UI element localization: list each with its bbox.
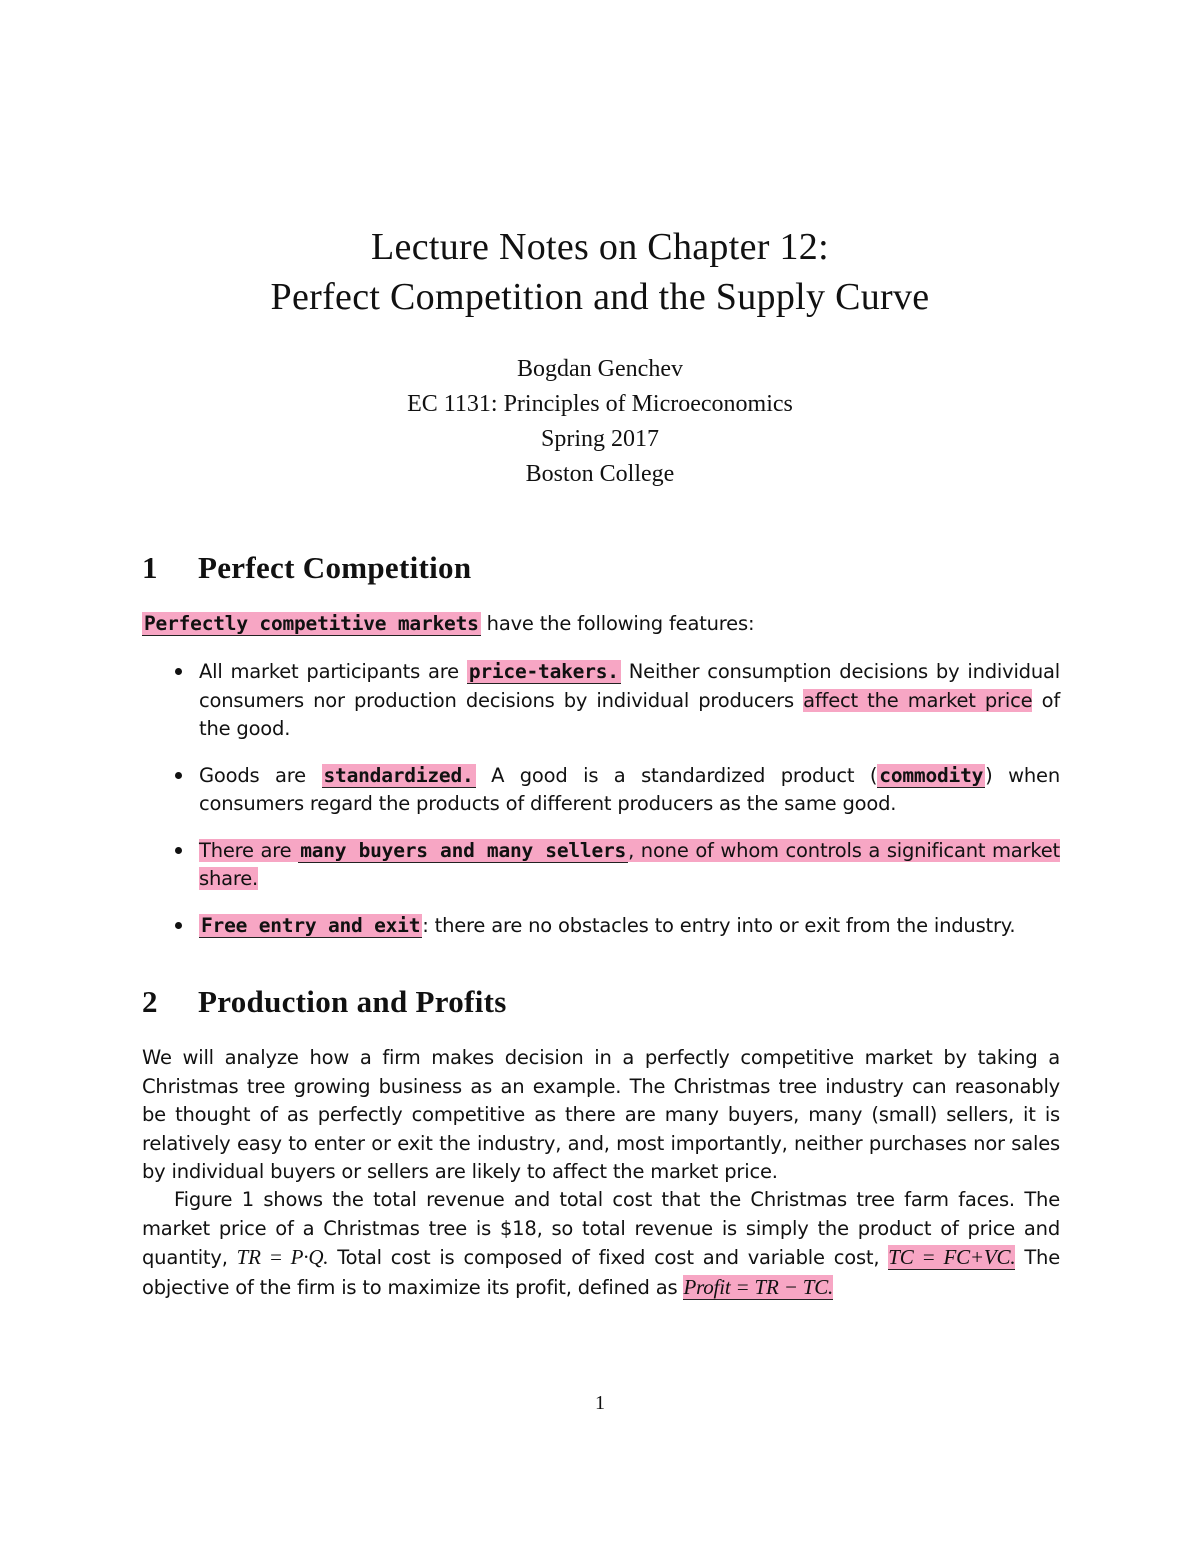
section-2-paragraph-2 (142, 1186, 1060, 1302)
course-name: EC 1131: Principles of Microeconomics (407, 391, 793, 417)
section-2-number: 2 (142, 984, 158, 1019)
term-standardized: standardized. (323, 763, 474, 787)
section-1-number: 1 (142, 550, 158, 585)
bullet-text: Neither consumption decisions by individual consumers nor production decisions by individual producers (199, 660, 1060, 712)
bullet-text: All market participants are (199, 660, 467, 683)
term-price-takers: price-takers. (468, 660, 619, 683)
bullet-text: , none of whom controls a significant market share. (199, 838, 1061, 890)
author-block (0, 352, 1200, 492)
section-2-title: Production and Profits (198, 984, 507, 1019)
list-item (142, 762, 1060, 819)
bullet-icon (175, 772, 182, 779)
intro-rest: have the following features: (480, 612, 755, 635)
title-line-2: Perfect Competition and the Supply Curve (270, 276, 930, 318)
page-number: 1 (595, 1392, 605, 1414)
bullet-icon (175, 668, 182, 675)
bullet-text: of the good. (199, 688, 1060, 740)
term-commodity: commodity (879, 763, 984, 787)
paragraph-text: Figure 1 shows the total revenue and total cost that the Christmas tree farm faces. The market price of a Christmas tree is $18, so total revenue is simply the product of price and quantity, (142, 1188, 1060, 1269)
bullet-text: There are (199, 838, 299, 862)
term-perfectly-competitive-markets: Perfectly competitive markets (144, 612, 479, 635)
paragraph-text: Total cost is composed of fixed cost and variable cost, (328, 1246, 889, 1269)
formula-profit: Profit = TR − TC. (683, 1274, 834, 1299)
bullet-text: Goods are (199, 763, 322, 787)
section-1-intro (142, 610, 1060, 639)
term-many-buyers-sellers: many buyers and many sellers (300, 838, 627, 862)
paragraph-text: We will analyze how a firm makes decision in a perfectly competitive market by taking a Christmas tree growing business as an example. The Christmas tree industry can reasonably be thought of as perfectly competitive as there are many buyers, many (small) sellers, it is relatively easy to enter or exit the industry, and, most importantly, neither purchases nor sales by individual buyers or sellers are likely to affect the market price. (142, 1046, 1060, 1183)
bullet-icon (175, 922, 182, 929)
document-title (0, 222, 1200, 322)
formula-total-cost: TC = FC+VC. (888, 1245, 1016, 1269)
bullet-text: : there are no obstacles to entry into or exit from the industry. (422, 913, 1016, 937)
title-line-1: Lecture Notes on Chapter 12: (371, 226, 829, 268)
author-name: Bogdan Genchev (517, 356, 683, 382)
list-item (142, 658, 1060, 744)
highlight-affect-market-price: affect the market price (803, 688, 1033, 712)
formula-total-revenue: TR = P·Q. (236, 1245, 329, 1269)
term-free-entry-exit: Free entry and exit (201, 913, 421, 937)
paragraph-text: The objective of the firm is to maximize its profit, defined as (142, 1246, 1060, 1299)
term: Spring 2017 (540, 426, 659, 452)
section-2-heading (142, 984, 507, 1020)
list-item (142, 837, 1060, 894)
features-list (142, 658, 1060, 940)
section-2-paragraph-1 (142, 1044, 1060, 1187)
section-1-title: Perfect Competition (198, 550, 472, 585)
bullet-icon (175, 847, 182, 854)
institution: Boston College (525, 461, 675, 487)
bullet-text: A good is a standardized product ( (475, 763, 878, 787)
section-1-heading (142, 550, 471, 586)
list-item (142, 912, 1060, 941)
bullet-text: ) when consumers regard the products of different producers as the same good. (199, 763, 1060, 815)
